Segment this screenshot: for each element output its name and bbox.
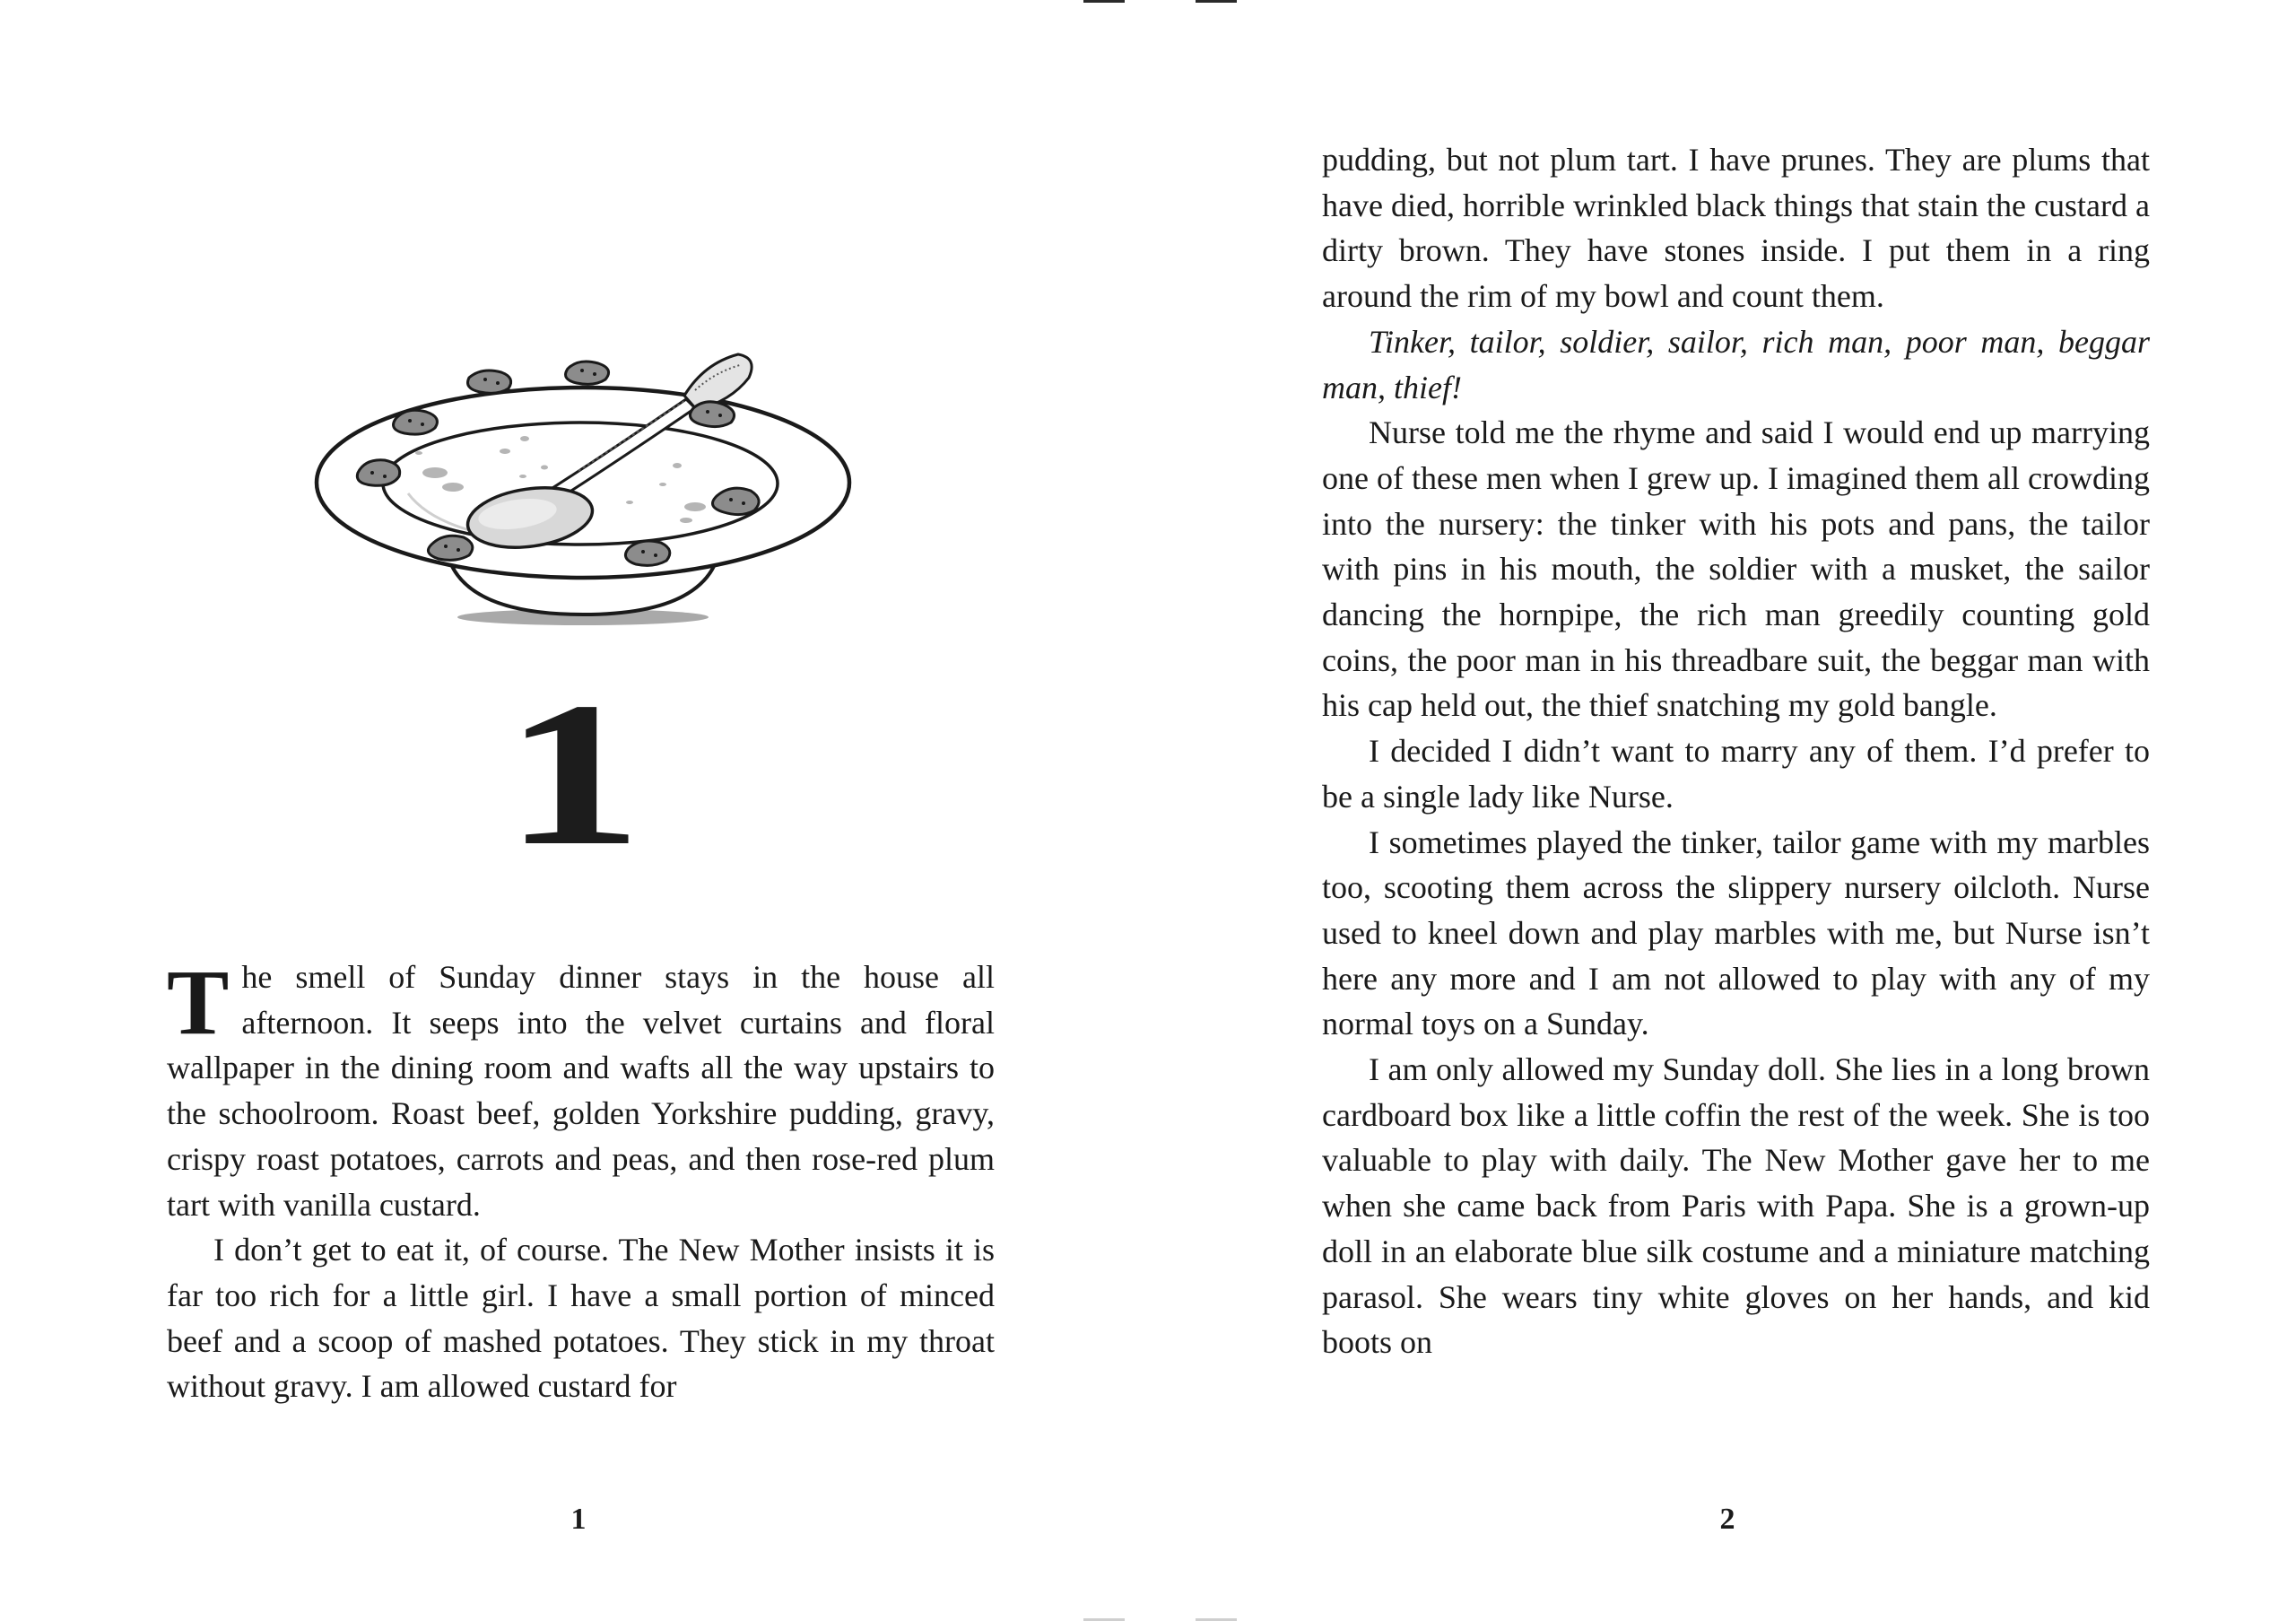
- rhyme-paragraph: Tinker, tailor, soldier, sailor, rich man, poor man, beggar man, thief!: [1322, 323, 2150, 405]
- paragraph: [167, 951, 995, 1227]
- paragraph: I decided I didn’t want to marry any of them. I’d prefer to be a single lady like Nurse.: [1322, 733, 2150, 815]
- paragraph: Nurse told me the rhyme and said I would end up marrying one of these men when I grew up. I imagined them all crowding into the nursery: the tinker with his pots and pans, the tailor with pins in his mouth, the soldier with a musket, the sailor dancing the hornpipe, the rich man greedily counting gold coins, the poor man in his threadbare suit, the beggar man with his cap held out, the thief snatching my gold bangle.: [1322, 414, 2150, 724]
- chapter-number: 1: [503, 659, 643, 888]
- paragraph: I sometimes played the tinker, tailor game with my marbles too, scooting them across the slippery nursery oilcloth. Nurse used to kneel down and play marbles with me, but Nurse isn’t here any more and I am not allowed to play with any of my normal toys on a Sunday.: [1322, 824, 2150, 1042]
- paragraph: I don’t get to eat it, of course. The New Mother insists it is far too rich for a little girl. I have a small portion of minced beef and a scoop of mashed potatoes. They stick in my throat without gravy. I am allowed custard for: [167, 1232, 995, 1405]
- paragraph: pudding, but not plum tart. I have prunes. They are plums that have died, horrible wrinkled black things that stain the custard a dirty brown. They have stones inside. I put them in a ring around the rim of my bowl and count them.: [1322, 142, 2150, 315]
- bowl-illustration: [309, 345, 892, 641]
- right-page: [1148, 0, 2296, 1621]
- paragraph-text: he smell of Sunday dinner stays in the house all afternoon. It seeps into the velvet curtains and floral wallpaper in the dining room and wafts all the way upstairs to the schoolroom. Roast beef, golden Yorkshire pudding, gravy, crispy roast potatoes, carrots and peas, and then rose-red plum tart with vanilla custard.: [167, 959, 995, 1223]
- drop-cap: T: [167, 951, 230, 1054]
- page-number-right: 2: [1719, 1503, 1735, 1536]
- left-page-text: [167, 951, 995, 1409]
- page-number-left: 1: [570, 1503, 587, 1536]
- paragraph: I am only allowed my Sunday doll. She lies in a long brown cardboard box like a little coffin the rest of the week. She is too valuable to play with daily. The New Mother gave her to me when she came back from Paris with Papa. She is a grown-up doll in an elaborate blue silk costume and a miniature matching parasol. She wears tiny white gloves on her hands, and kid boots on: [1322, 1051, 2150, 1361]
